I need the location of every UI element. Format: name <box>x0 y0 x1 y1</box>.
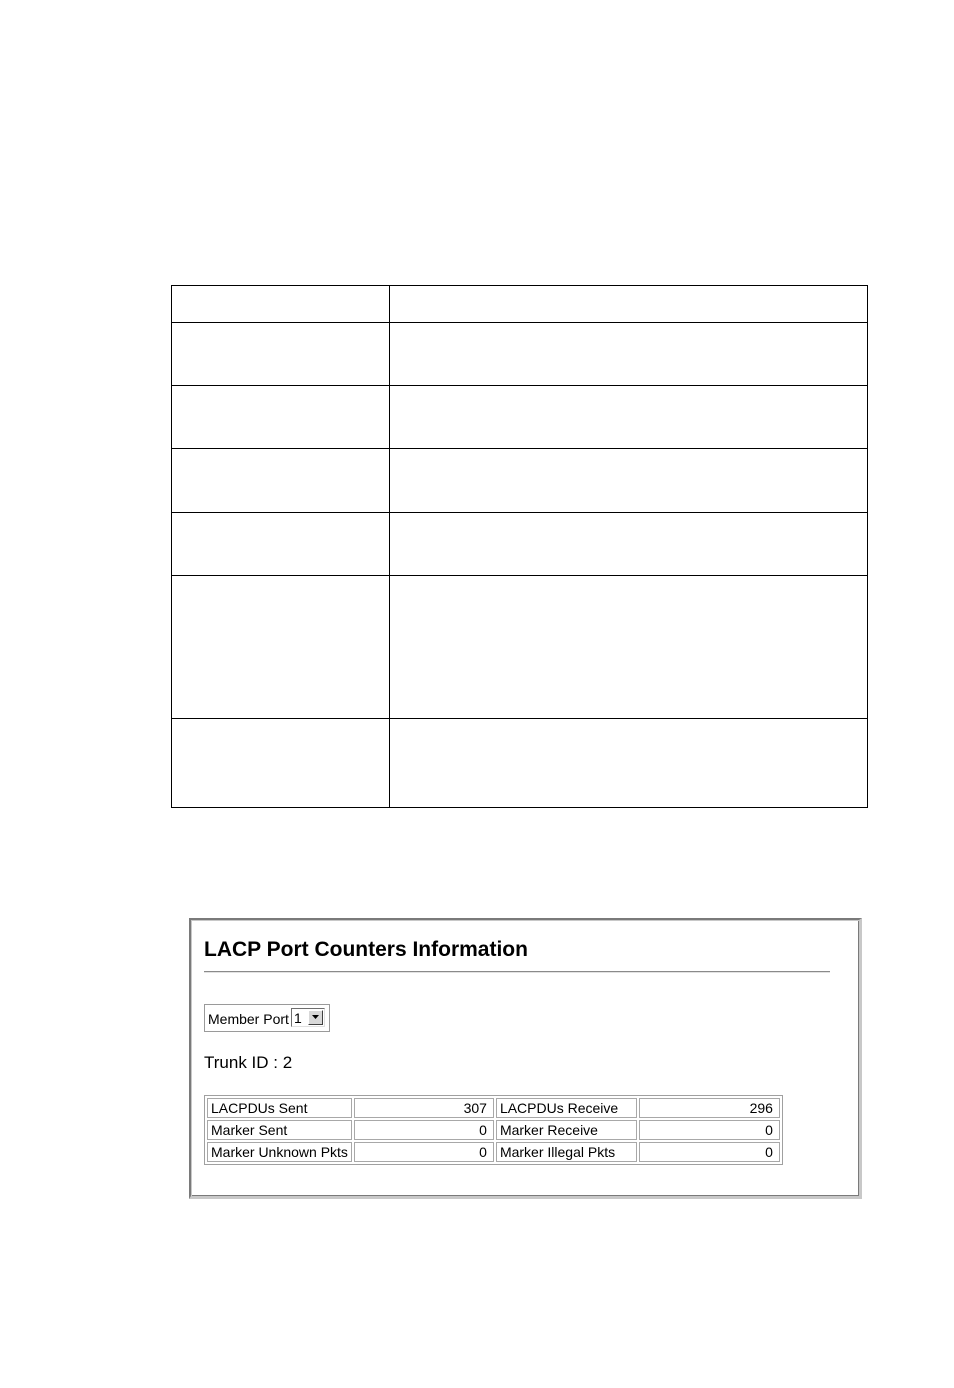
doc-table-cell <box>390 576 868 719</box>
doc-table-cell <box>390 513 868 576</box>
lacp-counters-panel <box>189 918 862 1199</box>
doc-table-row <box>172 323 868 386</box>
counter-label: Marker Receive <box>496 1120 637 1140</box>
doc-table-cell <box>172 513 390 576</box>
title-divider <box>204 971 830 973</box>
doc-table-header-row <box>172 286 868 323</box>
counter-value: 307 <box>354 1098 494 1118</box>
counter-value: 0 <box>354 1142 494 1162</box>
table-row <box>207 1098 780 1118</box>
table-row <box>207 1120 780 1140</box>
dropdown-arrow-button[interactable] <box>308 1010 323 1025</box>
counter-value: 0 <box>354 1120 494 1140</box>
doc-table <box>171 285 868 808</box>
counter-label: Marker Illegal Pkts <box>496 1142 637 1162</box>
doc-table-row <box>172 719 868 808</box>
counter-label: Marker Sent <box>207 1120 352 1140</box>
chevron-down-icon <box>312 1015 319 1019</box>
doc-table-cell <box>172 386 390 449</box>
doc-table-cell <box>390 719 868 808</box>
member-port-select[interactable] <box>291 1008 325 1027</box>
doc-table-cell <box>390 449 868 513</box>
counter-label: LACPDUs Receive <box>496 1098 637 1118</box>
doc-table-cell <box>172 323 390 386</box>
doc-table-row <box>172 386 868 449</box>
trunk-id-label: Trunk ID : 2 <box>204 1053 293 1072</box>
doc-table-row <box>172 513 868 576</box>
doc-table-cell <box>172 286 390 323</box>
counter-label: LACPDUs Sent <box>207 1098 352 1118</box>
table-row <box>207 1142 780 1162</box>
doc-table-row <box>172 449 868 513</box>
counters-table <box>204 1095 783 1165</box>
member-port-group <box>204 1004 330 1032</box>
counter-value: 296 <box>639 1098 780 1118</box>
doc-table-row <box>172 576 868 719</box>
doc-table-cell <box>172 719 390 808</box>
doc-table-cell <box>390 323 868 386</box>
counter-value: 0 <box>639 1142 780 1162</box>
doc-table-cell <box>172 449 390 513</box>
counter-value: 0 <box>639 1120 780 1140</box>
page-title: LACP Port Counters Information <box>204 938 528 961</box>
doc-table-cell <box>390 386 868 449</box>
doc-table-cell <box>172 576 390 719</box>
member-port-selected-value: 1 <box>294 1010 302 1026</box>
doc-table-cell <box>390 286 868 323</box>
counter-label: Marker Unknown Pkts <box>207 1142 352 1162</box>
member-port-label: Member Port <box>208 1011 289 1027</box>
